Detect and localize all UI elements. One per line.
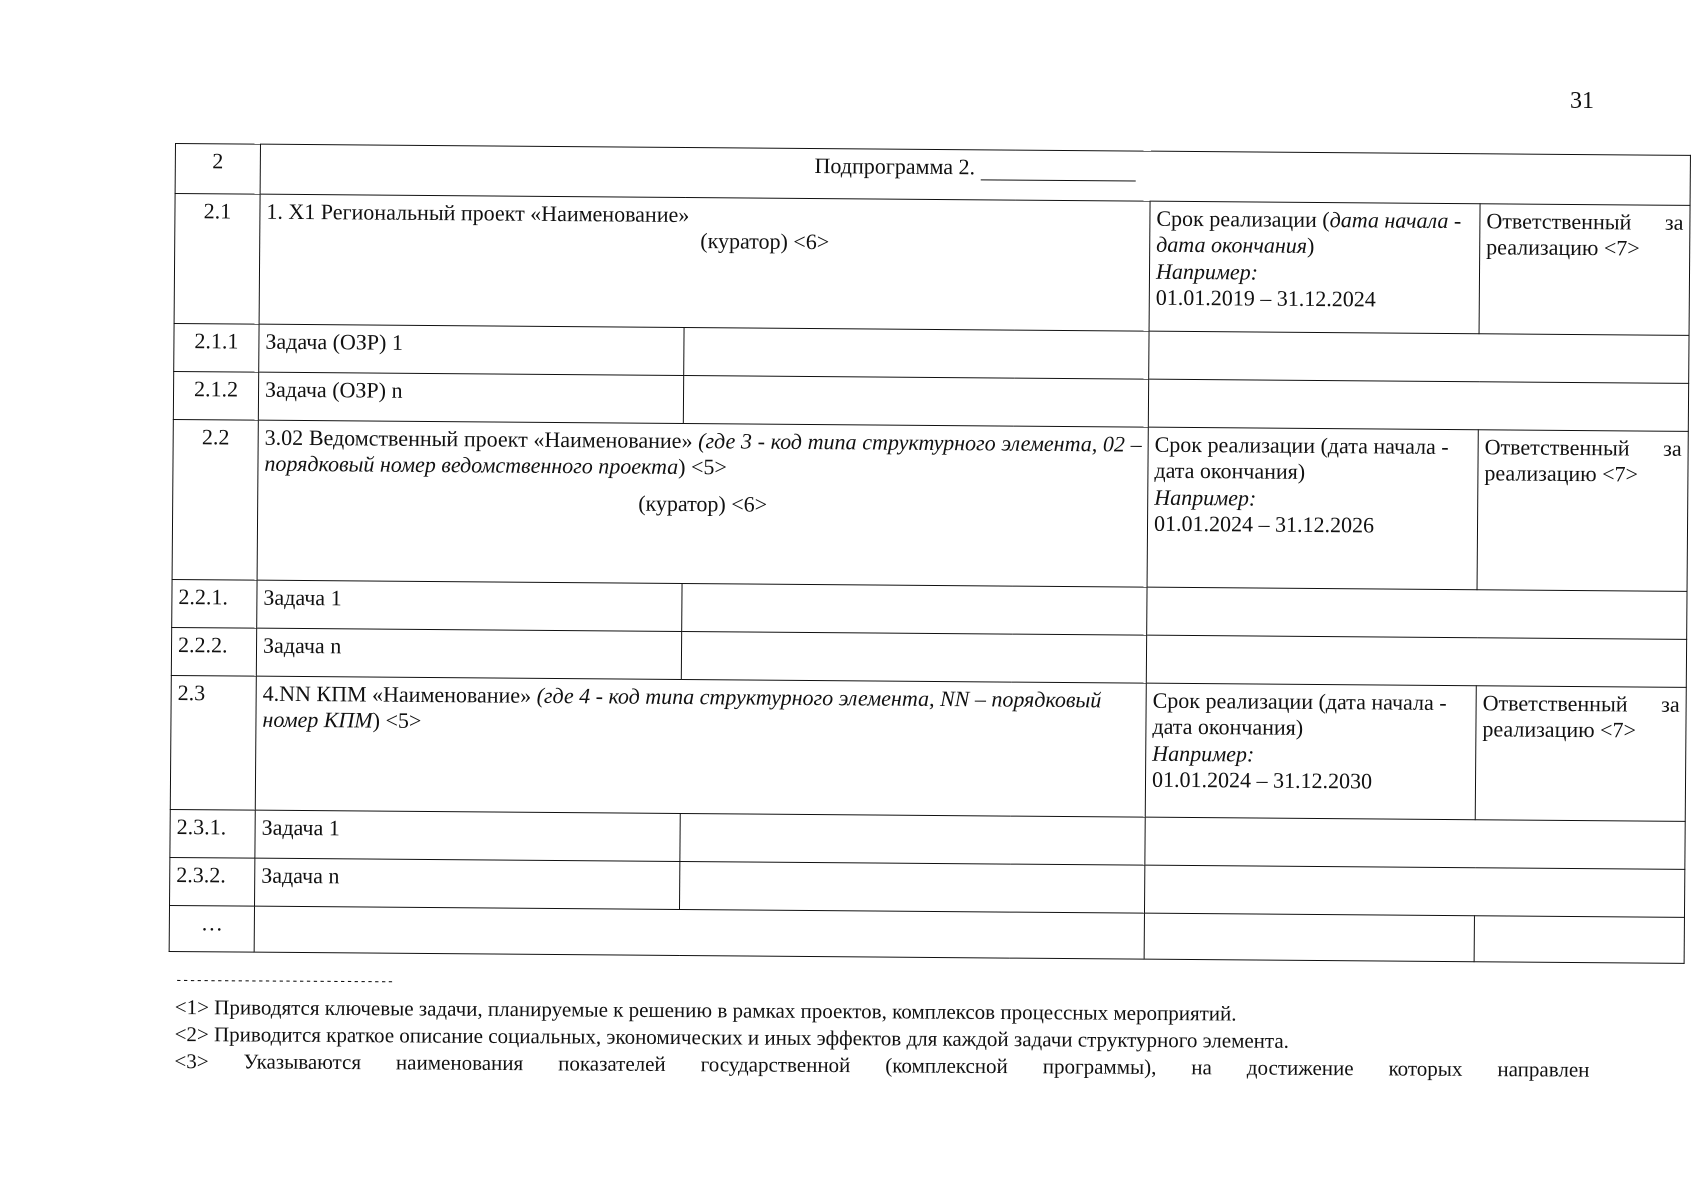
- responsible-cell: Ответственный за реализацию <7>: [1479, 204, 1690, 336]
- footnote-separator: --------------------------------: [174, 973, 394, 990]
- page-number: 31: [1570, 88, 1594, 114]
- empty-cell: [1145, 817, 1685, 869]
- term-cell: [1147, 427, 1478, 590]
- term-cell: [1145, 683, 1476, 820]
- empty-cell: [1148, 379, 1688, 431]
- project-tail: ) <5>: [678, 454, 727, 480]
- row-number: 2.1.1: [174, 323, 259, 372]
- subprogram-title: Подпрограмма 2.: [814, 153, 976, 180]
- table-row: [172, 419, 1688, 591]
- empty-cell: [681, 631, 1146, 683]
- table-row: [174, 194, 1690, 336]
- empty-cell: [1146, 635, 1686, 687]
- blank-fill-line: [981, 160, 1136, 182]
- project-description: [264, 425, 1141, 485]
- row-number: 2: [175, 144, 260, 195]
- footnote-1: <1> Приводятся ключевые задачи, планируемые к решению в рамках проектов, комплексов процессных мероприятий.: [174, 994, 1237, 1026]
- example-label: Например:: [1154, 484, 1257, 511]
- term-label: Срок реализации (: [1156, 205, 1330, 233]
- term-italic: дата начала - дата окончания: [1156, 207, 1462, 259]
- term-label: Срок реализации (дата начала - дата окончания): [1152, 687, 1447, 741]
- term-dates: 01.01.2019 – 31.12.2024: [1155, 284, 1376, 312]
- responsible-cell: Ответственный за реализацию <7>: [1477, 430, 1688, 592]
- project-tail: ) <5>: [372, 707, 422, 734]
- project-cell: [255, 676, 1146, 817]
- empty-cell: [1144, 913, 1474, 962]
- task-cell: Задача n: [256, 628, 681, 679]
- task-cell: Задача (ОЗР) n: [258, 372, 683, 423]
- task-cell: Задача 1: [255, 810, 680, 861]
- task-cell: Задача 1: [257, 580, 682, 631]
- row-number: 2.3.1.: [170, 809, 255, 858]
- project-name: 3.02 Ведомственный проект «Наименование»: [264, 424, 693, 454]
- footnote-2: <2> Приводится краткое описание социальных, экономических и иных эффектов для каждой задачи структурного элемента.: [174, 1022, 1290, 1053]
- project-cell: [259, 194, 1150, 331]
- row-number: 2.2: [172, 419, 258, 580]
- empty-cell: [1144, 865, 1684, 917]
- row-number: …: [169, 905, 254, 952]
- row-number: 2.3.2.: [170, 857, 255, 906]
- example-label: Например:: [1152, 740, 1255, 767]
- empty-cell: [1147, 587, 1687, 639]
- table-row: [170, 675, 1686, 821]
- project-cell: [257, 420, 1148, 587]
- empty-cell: [1474, 916, 1684, 964]
- responsible-cell: Ответственный за реализацию <7>: [1475, 686, 1686, 822]
- term-close: ): [1306, 233, 1315, 259]
- empty-cell: [680, 813, 1145, 865]
- empty-cell: [254, 906, 1144, 959]
- example-label: Например:: [1155, 258, 1259, 285]
- row-number: 2.2.1.: [172, 579, 257, 628]
- empty-cell: [683, 376, 1148, 428]
- project-name: 1. Х1 Региональный проект «Наименование»: [266, 198, 690, 228]
- empty-cell: [1149, 331, 1689, 383]
- row-number: 2.2.2.: [171, 627, 256, 676]
- term-cell: [1149, 201, 1480, 334]
- term-dates: 01.01.2024 – 31.12.2030: [1151, 766, 1373, 794]
- footnote-3: <3> Указываются наименования показателей государственной (комплексной программы), на достижение которых направлен: [174, 1049, 1590, 1083]
- row-number: 2.1.2: [173, 371, 258, 420]
- curator-label: (куратор) <6>: [638, 490, 768, 517]
- row-number: 2.3: [170, 675, 256, 810]
- term-dates: 01.01.2024 – 31.12.2026: [1153, 510, 1375, 538]
- empty-cell: [684, 328, 1149, 380]
- curator-label: (куратор) <6>: [700, 228, 830, 255]
- empty-cell: [679, 861, 1144, 913]
- row-number: 2.1: [174, 194, 260, 325]
- task-cell: Задача n: [255, 858, 680, 909]
- structure-table: [169, 143, 1691, 964]
- footnotes: [174, 973, 1590, 1084]
- project-description: [262, 681, 1139, 741]
- term-label: Срок реализации (дата начала - дата окончания): [1154, 431, 1449, 485]
- task-cell: Задача (ОЗР) 1: [259, 324, 684, 375]
- project-note: (где 4 - код типа структурного элемента, NN – порядковый номер КПМ: [262, 682, 1102, 733]
- project-name: 4.NN КПМ «Наименование»: [262, 680, 532, 708]
- empty-cell: [682, 583, 1147, 635]
- project-note: (где 3 - код типа структурного элемента, 02 – порядковый номер ведомственного проекта: [264, 428, 1142, 480]
